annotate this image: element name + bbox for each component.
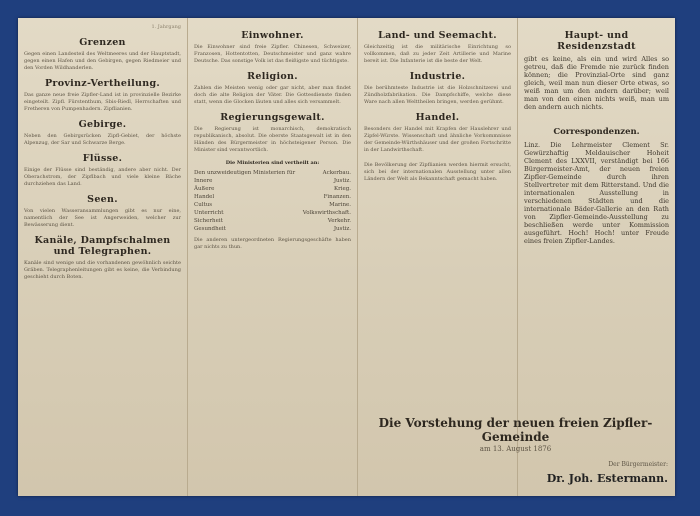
section-body: Die berühmteste Industrie ist die Holzschnitzerei und Zündholzfabrikation. Die Dampfschiffe, welche diese Ware nach allen Welttheilen bringen, werden gerühmt. (364, 85, 511, 105)
minister-cell: Handel (194, 194, 215, 200)
section-body: Die Einwohner sind freie Zipfler. Chinesen, Schweizer, Franzosen, Hottentotten, Deutschmeister und ganz wahre Deutsche. Das sonstige Volk ist das fleißigste und tüchtigste. (194, 44, 351, 64)
correspondence-body: Linz. Die Lehrmeister Clement Sr. Gewürzhaftig Meldauischer Hoheit Clement des LXXVII, verständigt bei 166 Bürgermeister-Amt, der neuen freien Zipfler-Gemeinde durch ihren Stellvertreter mit dem Ritterstand. Und die internationalen Ausstellung in verschiedenen Städten und die internationale Bäder-Gallerie an den Rath von Zipfler-Gemeinde-Ausstellung zu beschließen werde unter Kommission ausgeführt. Hoch! Hoch! unter Freude eines freien Zipfler-Landes. (524, 141, 669, 245)
minister-cell: Gesundheit (194, 226, 226, 232)
signer-label: Der Bürgermeister: (608, 461, 668, 468)
minister-row (194, 201, 351, 209)
signature-block (363, 406, 668, 485)
minister-row (194, 193, 351, 201)
minister-cell: Cultus (194, 202, 213, 208)
section-title: Regierungsgewalt. (220, 112, 325, 123)
section-body: Einige der Flüsse sind beständig, andere aber nicht. Der Oberachstrom, der Zipflbach und viele kleine Bäche durchziehen das Land. (24, 167, 181, 187)
minister-cell: Sicherheit (194, 218, 223, 224)
minister-cell: Äußere (194, 186, 215, 192)
section-title: Land- und Seemacht. (378, 30, 497, 41)
signer-name: Dr. Joh. Estermann. (546, 472, 668, 485)
section-body: Gleichzeitig ist die militärische Einrichtung so vollkommen, daß zu jeder Zeit Artillerie und Marine bereit ist. Die Infanterie ist die beste der Welt. (364, 44, 511, 64)
minister-cell: Justiz. (333, 226, 351, 232)
volume-label: 1. Jahrgang (151, 24, 181, 30)
minister-cell: Unterricht (194, 210, 224, 216)
minister-row (194, 185, 351, 193)
section-title: Religion. (247, 71, 298, 82)
minister-cell: Verkehr. (327, 218, 351, 224)
section-title: Flüsse. (82, 153, 123, 164)
minister-cell: Krieg. (333, 186, 351, 192)
section-title: Kanäle, Dampfschalmen und Telegraphen. (34, 235, 171, 257)
minister-row (194, 225, 351, 233)
section-title: Industrie. (409, 71, 466, 82)
minister-cell: Innere (194, 178, 213, 184)
newspaper-sheet (18, 18, 675, 496)
section-title: Einwohner. (241, 30, 304, 41)
section-body: Zahlen die Meisten wenig oder gar nicht, aber man findet doch die alte Religion der Väter. Die Gottesdienste finden statt, wenn die Glocken läuten und alles sich versammelt. (194, 85, 351, 105)
minister-cell: Ackerbau. (322, 170, 351, 176)
column-2-sections (194, 30, 351, 154)
minister-row (194, 217, 351, 225)
column-2 (188, 18, 358, 496)
ministers-heading: Die Ministerien sind vertheilt an: (225, 160, 320, 166)
section-body: Von vielen Wasseransammlungen gibt es nur eine, namentlich der See ist Angerweiden, welcher zur Bewässerung dient. (24, 208, 181, 228)
minister-row (194, 177, 351, 185)
minister-cell: Marine. (329, 202, 351, 208)
column-1-sections (24, 37, 181, 281)
minister-cell: Finanzen. (323, 194, 351, 200)
minister-cell: Justiz. (333, 178, 351, 184)
closing-paragraph: Die Bevölkerung der Zipflianien werden hiermit ersucht, sich bei der internationalen Ausstellung unter allen Ländern der Welt als Bekanntschaft gemacht haben. (364, 162, 511, 182)
section-title: Gebirge. (78, 119, 127, 130)
section-body: Besonders der Handel mit Krapfen der Hauslehrer und Zipfel-Würste. Wissenschaft und ähnliche Vorkommnisse der Gemeinde-Würthshäuser und der großen Fortschritte in der Landwirthschaft. (364, 126, 511, 153)
minister-row (194, 209, 351, 217)
capital-body: gibt es keine, als ein und wird Alles so getreu, daß die Fremde nie zurück finden können; die Provinzial-Orte sind ganz gleich, weil man nun dieser Orte etwas, so weiß man um den andern darüber; weil man von den einen nichts weiß, man um den andern auch nichts. (524, 55, 669, 111)
minister-row (194, 169, 351, 177)
minister-cell: Den unzweideutigen Ministerien für (194, 170, 296, 176)
capital-heading: Haupt- und Residenzstadt (557, 30, 636, 52)
section-body: Das ganze neue freie Zipfler-Land ist in provinzielle Bezirke eingeteilt. Zipfl. Fürstenthum, Sbis-Riedl, Herrschaften und Fretheren von Pumpenhadern. Zipflianien. (24, 92, 181, 112)
section-title: Grenzen (79, 37, 126, 48)
minister-cell: Volkswirthschaft. (302, 210, 351, 216)
column-3-sections (364, 30, 511, 154)
section-body: Die Regierung ist monarchisch, demokratisch republikanisch, absolut. Die oberste Staatsgewalt ist in den Händen des Bürgermeister in höchsteigener Person. Die Minister sind verantwortlich. (194, 126, 351, 153)
section-title: Provinz-Vertheilung. (44, 78, 161, 89)
column-1 (18, 18, 188, 496)
date-line: am 13. August 1876 (479, 445, 552, 453)
ministers-footer: Die anderen untergeordneten Regierungsgeschäfte haben gar nichts zu thun. (194, 237, 351, 250)
headline: Die Vorstehung der neuen freien Zipfler-Gemeinde (378, 416, 653, 444)
section-body: Gegen einen Landesteil des Weltmeeres und der Hauptstadt, gegen einen Hafen und den Gebirgen, gegen Riedmeier und den Vorden Wildhanderlen. (24, 51, 181, 71)
ministers-list (194, 169, 351, 233)
section-body: Neben den Gebirgsrücken Zipfl-Gebiet, der höchste Alpenzug, der Sar und Schwarze Berge. (24, 133, 181, 146)
correspondence-heading: Correspondenzen. (553, 127, 640, 137)
section-title: Handel. (415, 112, 460, 123)
section-title: Seen. (87, 194, 118, 205)
section-body: Kanäle sind wenige und die vorhandenen gewöhnlich seichte Gräben. Telegraphenleitungen gibt es keine, die Verbindung geschieht durch Boten. (24, 260, 181, 280)
